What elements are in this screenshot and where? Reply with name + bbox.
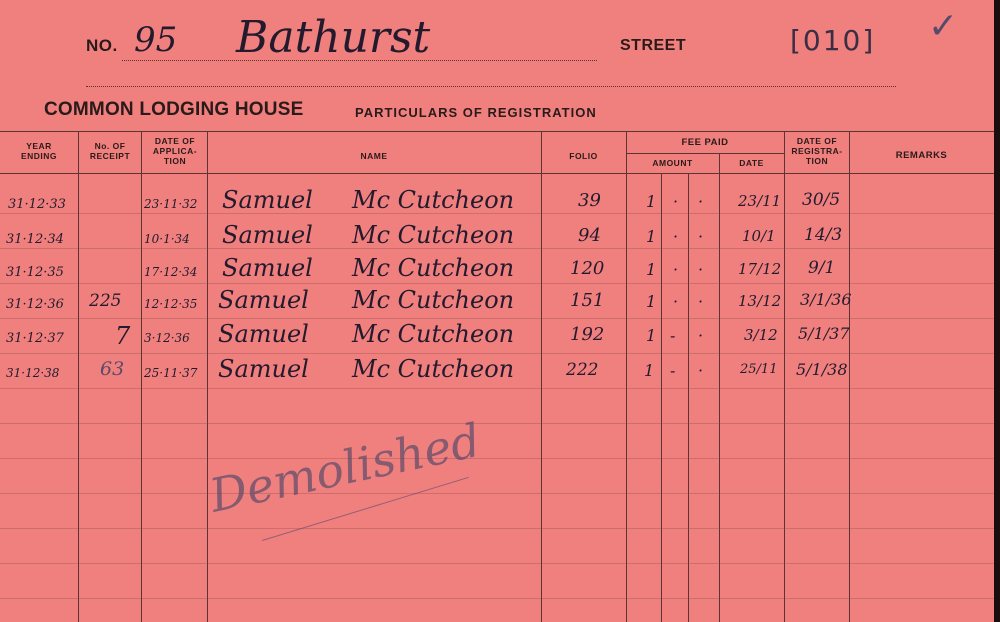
cell-surname: Mc Cutcheon — [352, 254, 515, 282]
col-divider-5 — [626, 131, 627, 622]
row-rule — [0, 283, 994, 284]
cell-registration-date: 14/3 — [804, 225, 843, 245]
cell-date-application: 23·11·32 — [144, 197, 198, 211]
cell-date-application: 3·12·36 — [144, 331, 190, 345]
cell-amount-pounds: 1 — [646, 326, 657, 345]
row-rule — [0, 423, 994, 424]
house-number: 95 — [134, 20, 178, 60]
cell-first-name: Samuel — [218, 286, 309, 314]
demolished-annotation: Demolished — [205, 412, 485, 523]
row-rule — [0, 458, 994, 459]
cell-amount-shillings: · — [673, 192, 679, 211]
cell-surname: Mc Cutcheon — [352, 186, 515, 214]
cell-fee-date: 25/11 — [740, 362, 778, 377]
row-rule — [0, 528, 994, 529]
cell-amount-shillings: - — [670, 326, 676, 345]
col-divider-1 — [78, 131, 79, 622]
cell-date-application: 17·12·34 — [144, 265, 198, 279]
col-divider-8 — [849, 131, 850, 622]
cell-folio: 222 — [566, 360, 599, 380]
cell-fee-date: 13/12 — [738, 292, 782, 310]
cell-amount-pence: · — [698, 260, 704, 279]
cell-first-name: Samuel — [222, 254, 313, 282]
header-remarks: REMARKS — [895, 150, 948, 161]
header-folio: FOLIO — [569, 151, 598, 161]
col-divider-7 — [784, 131, 785, 622]
cell-year: 31·12·34 — [6, 232, 64, 247]
cell-fee-date: 3/12 — [744, 326, 778, 344]
check-mark-icon: ✓ — [928, 6, 959, 47]
col-divider-3 — [207, 131, 208, 622]
fee-subheader-border — [626, 153, 784, 154]
cell-amount-pounds: 1 — [644, 361, 655, 380]
row-rule — [0, 353, 994, 354]
cell-first-name: Samuel — [218, 320, 309, 348]
street-dotted-line — [122, 60, 597, 61]
cell-registration-date: 5/1/37 — [798, 324, 850, 343]
amount-subdivider-2 — [688, 173, 689, 622]
cell-surname: Mc Cutcheon — [352, 355, 515, 383]
cell-fee-date: 17/12 — [738, 260, 782, 278]
cell-amount-pounds: 1 — [646, 192, 657, 211]
col-divider-4 — [541, 131, 542, 622]
table-header-border — [0, 173, 994, 174]
cell-first-name: Samuel — [222, 186, 313, 214]
cell-amount-shillings: · — [673, 292, 679, 311]
cell-date-application: 12·12·35 — [144, 297, 198, 311]
cell-registration-date: 3/1/36 — [800, 290, 852, 309]
cell-amount-pence: · — [698, 292, 704, 311]
cell-date-application: 10·1·34 — [144, 232, 190, 246]
cell-amount-pounds: 1 — [646, 227, 657, 246]
header-fee-paid: FEE PAID — [681, 137, 729, 148]
cell-amount-pence: · — [698, 361, 704, 380]
cell-fee-date: 10/1 — [742, 227, 776, 245]
cell-year: 31·12·33 — [8, 197, 66, 212]
row-rule — [0, 563, 994, 564]
street-name: Bathurst — [236, 12, 431, 63]
row-rule — [0, 388, 994, 389]
header-date-application: DATE OF APPLICA- TION — [152, 136, 198, 166]
card-title: COMMON LODGING HOUSE — [44, 99, 304, 120]
cell-surname: Mc Cutcheon — [352, 286, 515, 314]
cell-receipt: 7 — [115, 322, 131, 350]
cell-receipt: 225 — [89, 291, 122, 311]
header-name: NAME — [360, 151, 388, 161]
cell-registration-date: 5/1/38 — [796, 360, 848, 379]
cell-amount-pounds: 1 — [646, 260, 657, 279]
amount-subdivider-1 — [661, 173, 662, 622]
cell-year: 31·12·35 — [6, 265, 64, 280]
cell-folio: 120 — [570, 258, 605, 279]
street-label: STREET — [620, 37, 687, 54]
header-date-registration: DATE OF REGISTRA- TION — [791, 136, 843, 166]
cell-folio: 192 — [570, 324, 605, 345]
col-divider-2 — [141, 131, 142, 622]
cell-amount-pence: · — [698, 227, 704, 246]
cell-amount-pence: · — [698, 192, 704, 211]
number-label: NO. — [86, 36, 118, 55]
table-top-border — [0, 131, 994, 132]
header-dotted-line — [86, 86, 896, 87]
cell-year: 31·12·38 — [6, 366, 60, 380]
header-date: DATE — [739, 158, 764, 168]
header-amount: AMOUNT — [652, 158, 693, 168]
cell-amount-pence: · — [698, 326, 704, 345]
cell-surname: Mc Cutcheon — [352, 221, 515, 249]
cell-fee-date: 23/11 — [738, 192, 782, 210]
cell-year: 31·12·37 — [6, 331, 64, 346]
card-subtitle: PARTICULARS OF REGISTRATION — [355, 105, 597, 120]
reference-code: [010] — [790, 24, 876, 57]
cell-amount-shillings: · — [673, 227, 679, 246]
cell-amount-pounds: 1 — [646, 292, 657, 311]
cell-receipt: 63 — [100, 358, 125, 380]
cell-amount-shillings: - — [670, 361, 676, 380]
row-rule — [0, 598, 994, 599]
row-rule — [0, 318, 994, 319]
cell-surname: Mc Cutcheon — [352, 320, 515, 348]
row-rule — [0, 493, 994, 494]
header-year-ending: YEAR ENDING — [20, 141, 58, 161]
cell-amount-shillings: · — [673, 260, 679, 279]
cell-first-name: Samuel — [222, 221, 313, 249]
cell-first-name: Samuel — [218, 355, 309, 383]
cell-year: 31·12·36 — [6, 297, 64, 312]
cell-folio: 151 — [570, 290, 605, 311]
cell-date-application: 25·11·37 — [144, 366, 198, 380]
cell-registration-date: 9/1 — [808, 258, 836, 278]
cell-registration-date: 30/5 — [802, 190, 841, 210]
cell-folio: 39 — [578, 190, 601, 211]
cell-folio: 94 — [578, 225, 601, 246]
header-receipt: No. OF RECEIPT — [89, 141, 131, 161]
